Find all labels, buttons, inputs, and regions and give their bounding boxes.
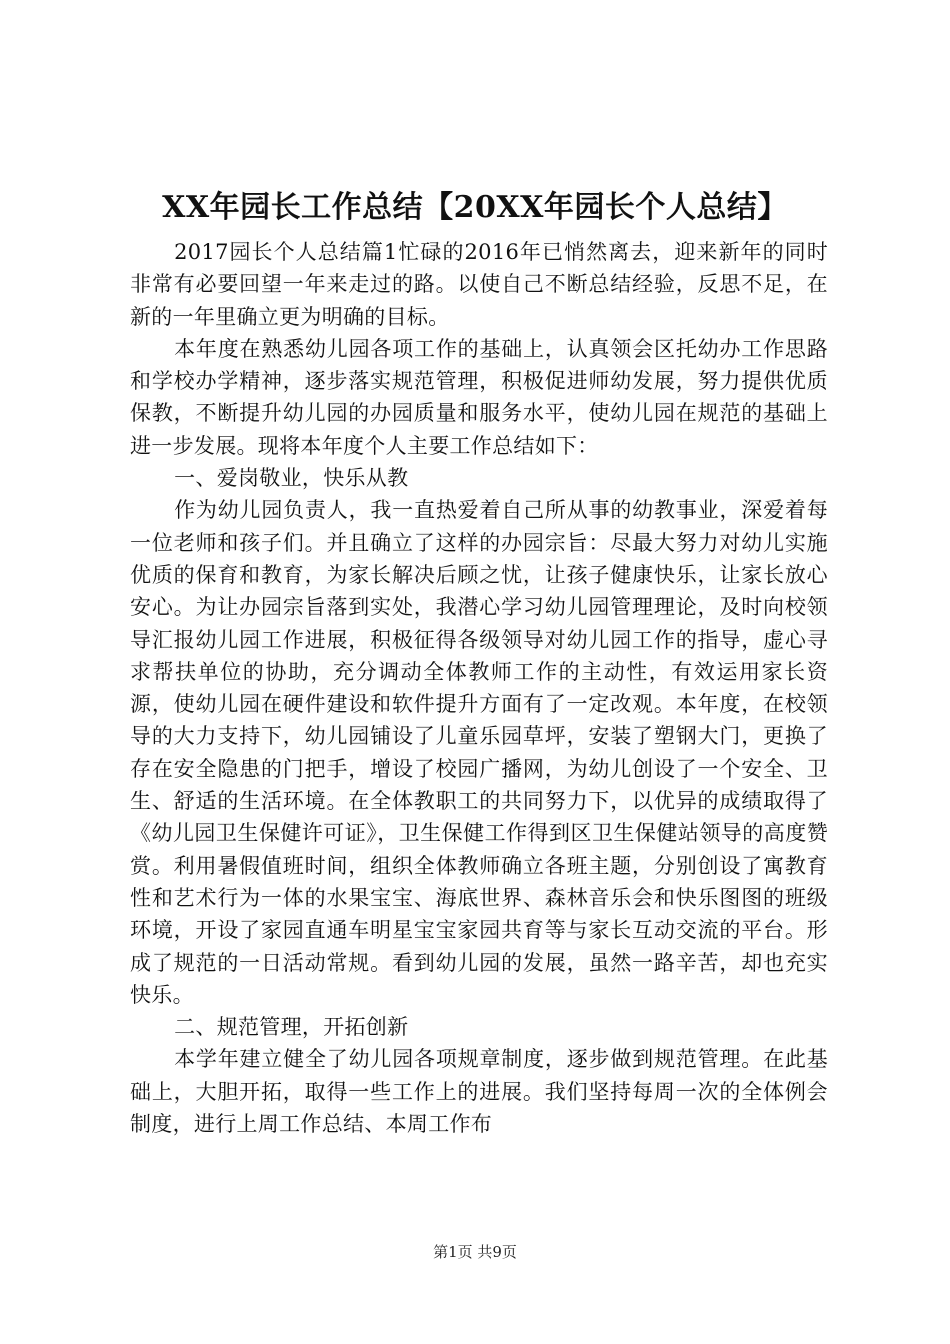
paragraph-overview: 本年度在熟悉幼儿园各项工作的基础上，认真领会区托幼办工作思路和学校办学精神，逐步落实规范管理，积极促进师幼发展，努力提供优质保教，不断提升幼儿园的办园质量和服务水平，使幼儿园在规范的基础上进一步发展。现将本年度个人主要工作总结如下： bbox=[130, 336, 828, 458]
paragraph-section-2: 本学年建立健全了幼儿园各项规章制度，逐步做到规范管理。在此基础上，大胆开拓，取得一些工作上的进展。我们坚持每周一次的全体例会制度，进行上周工作总结、本周工作布 bbox=[130, 1047, 828, 1137]
section-heading-2: 二、规范管理，开拓创新 bbox=[174, 1015, 409, 1040]
section-heading-1: 一、爱岗敬业，快乐从教 bbox=[174, 466, 409, 491]
document-title: XX年园长工作总结【20XX年园长个人总结】 bbox=[162, 190, 788, 225]
paragraph-intro: 2017园长个人总结篇1忙碌的2016年已悄然离去，迎来新年的同时非常有必要回望一年来走过的路。以使自己不断总结经验，反思不足，在新的一年里确立更为明确的目标。 bbox=[130, 240, 828, 329]
paragraph-section-1: 作为幼儿园负责人，我一直热爱着自己所从事的幼教事业，深爱着每一位老师和孩子们。并且确立了这样的办园宗旨：尽最大努力对幼儿实施优质的保育和教育，为家长解决后顾之忧，让孩子健康快乐，让家长放心安心。为让办园宗旨落到实处，我潜心学习幼儿园管理理论，及时向校领导汇报幼儿园工作进展，积极征得各级领导对幼儿园工作的指导，虚心寻求帮扶单位的协助，充分调动全体教师工作的主动性，有效运用家长资源，使幼儿园在硬件建设和软件提升方面有了一定改观。本年度，在校领导的大力支持下，幼儿园铺设了儿童乐园草坪，安装了塑钢大门，更换了存在安全隐患的门把手，增设了校园广播网，为幼儿创设了一个安全、卫生、舒适的生活环境。在全体教职工的共同努力下，以优异的成绩取得了《幼儿园卫生保健许可证》，卫生保健工作得到区卫生保健站领导的高度赞赏。利用暑假值班时间，组织全体教师确立各班主题，分别创设了寓教育性和艺术行为一体的水果宝宝、海底世界、森林音乐会和快乐图图的班级环境，开设了家园直通车明星宝宝家园共育等与家长互动交流的平台。形成了规范的一日活动常规。看到幼儿园的发展，虽然一路辛苦，却也充实快乐。 bbox=[130, 498, 828, 1007]
page-footer: 第1页 共9页 bbox=[433, 1243, 517, 1261]
document-body bbox=[130, 236, 828, 1140]
